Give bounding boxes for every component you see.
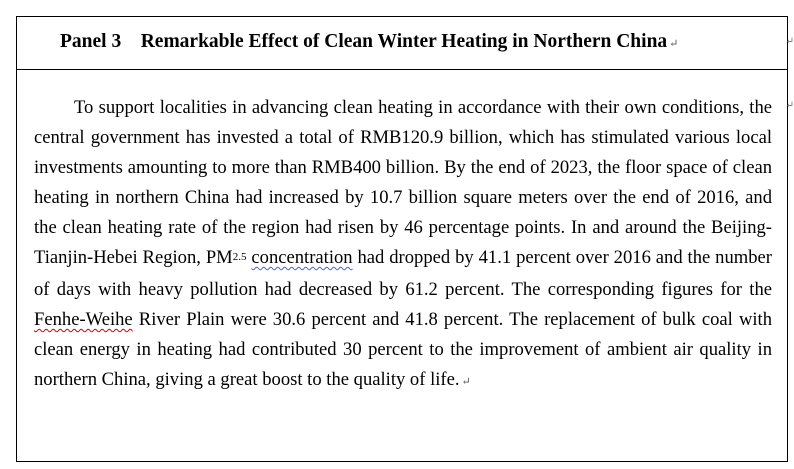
panel-title: [60, 29, 678, 57]
fenhe-weihe-word: Fenhe-Weihe: [34, 309, 133, 330]
body-text-part-1: To support localities in advancing clean heating in accordance with their own conditions, the central government has invested a total of RMB120.9 billion, which has stimulated various local investments amounting to more than RMB400 billion. By the end of 2023, the floor space of clean heating in northern China had increased by 10.7 billion square meters over the end of 2016, and the clean heating rate of the region had risen by 46 percentage points. In and around the Beijing-Tianjin-Hebei Region, PM: [34, 97, 772, 268]
concentration-word: concentration: [251, 247, 353, 268]
paragraph-mark-icon: ↵: [669, 38, 679, 50]
body-text-part-3: River Plain were 30.6 percent and 41.8 percent. The replacement of bulk coal with clean energy in heating had contributed 30 percent to the improvement of ambient air quality in northern China, giving a great boost to the quality of life.: [34, 309, 772, 390]
panel-title-text: Panel 3 Remarkable Effect of Clean Winter Heating in Northern China: [60, 31, 668, 52]
paragraph-end-mark-icon: ↵: [461, 376, 471, 388]
panel-body-paragraph: [34, 93, 772, 397]
panel-box: [16, 16, 788, 462]
panel-header: [17, 17, 787, 70]
pm-subscript: 2.5: [232, 251, 247, 263]
margin-mark-icon: ↵: [785, 100, 794, 111]
body-text-part-2: had dropped by 41.1 percent over 2016 and the number of days with heavy pollution had decreased by 61.2 percent. The corresponding figures for the: [34, 247, 772, 300]
margin-mark-icon: ↵: [785, 36, 794, 47]
